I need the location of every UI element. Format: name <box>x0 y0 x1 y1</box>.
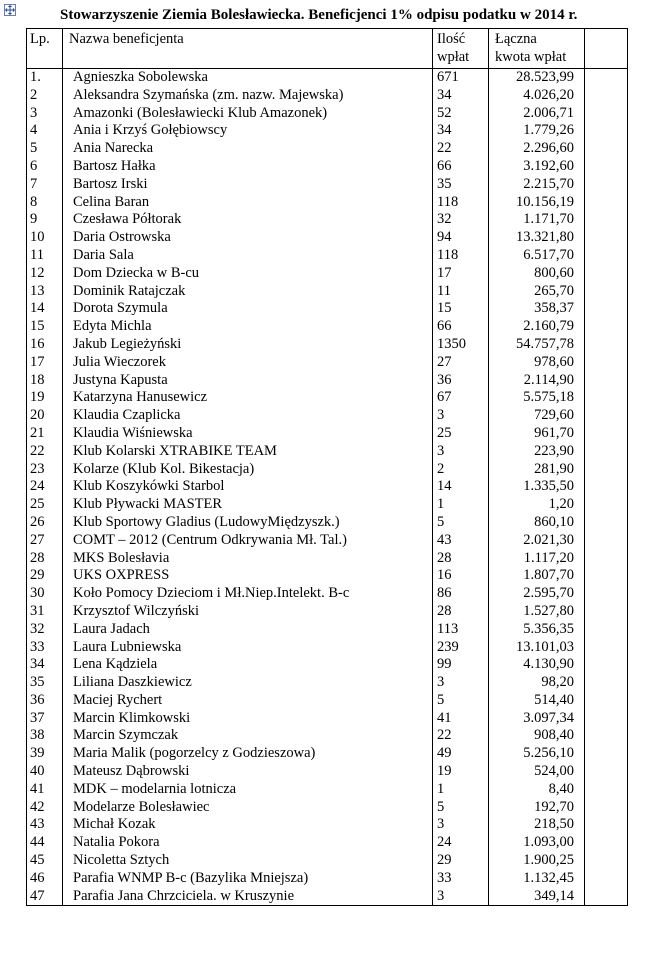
cell-name: Klaudia Czaplicka <box>63 407 433 425</box>
cell-name: MDK – modelarnia lotnicza <box>63 781 433 799</box>
cell-name: Dominik Ratajczak <box>63 283 433 301</box>
cell-name: Jakub Legieżyński <box>63 336 433 354</box>
cell-amount: 13.101,03 <box>489 639 585 657</box>
cell-name: Dom Dziecka w B-cu <box>63 265 433 283</box>
cell-count: 14 <box>433 478 489 496</box>
cell-extra <box>585 478 628 496</box>
cell-name: Bartosz Irski <box>63 176 433 194</box>
cell-lp: 41 <box>27 781 63 799</box>
table-row <box>27 567 628 585</box>
header-extra <box>585 29 628 69</box>
cell-count: 22 <box>433 727 489 745</box>
cell-extra <box>585 407 628 425</box>
cell-count: 1 <box>433 496 489 514</box>
table-row <box>27 870 628 888</box>
table-row <box>27 888 628 906</box>
cell-count: 43 <box>433 532 489 550</box>
table-row <box>27 300 628 318</box>
cell-extra <box>585 87 628 105</box>
cell-lp: 22 <box>27 443 63 461</box>
cell-extra <box>585 603 628 621</box>
cell-amount: 908,40 <box>489 727 585 745</box>
cell-lp: 32 <box>27 621 63 639</box>
cell-name: Edyta Michla <box>63 318 433 336</box>
cell-lp: 7 <box>27 176 63 194</box>
cell-count: 33 <box>433 870 489 888</box>
cell-amount: 961,70 <box>489 425 585 443</box>
cell-lp: 21 <box>27 425 63 443</box>
cell-name: COMT – 2012 (Centrum Odkrywania Mł. Tal.) <box>63 532 433 550</box>
table-row <box>27 443 628 461</box>
cell-count: 3 <box>433 407 489 425</box>
cell-lp: 42 <box>27 799 63 817</box>
header-count-line2: wpłat <box>437 49 470 65</box>
cell-count: 34 <box>433 122 489 140</box>
cell-extra <box>585 656 628 674</box>
cell-extra <box>585 585 628 603</box>
cell-extra <box>585 425 628 443</box>
cell-lp: 43 <box>27 816 63 834</box>
cell-extra <box>585 674 628 692</box>
table-row <box>27 283 628 301</box>
cell-name: Amazonki (Bolesławiecki Klub Amazonek) <box>63 105 433 123</box>
table-row <box>27 69 628 87</box>
cell-lp: 13 <box>27 283 63 301</box>
table-row <box>27 461 628 479</box>
header-amount <box>489 29 585 69</box>
cell-name: Agnieszka Sobolewska <box>63 69 433 87</box>
cell-lp: 44 <box>27 834 63 852</box>
cell-amount: 6.517,70 <box>489 247 585 265</box>
table-row <box>27 816 628 834</box>
table-row <box>27 799 628 817</box>
cell-lp: 40 <box>27 763 63 781</box>
header-count <box>433 29 489 69</box>
cell-name: Nicoletta Sztych <box>63 852 433 870</box>
cell-extra <box>585 781 628 799</box>
cell-lp: 19 <box>27 389 63 407</box>
cell-lp: 20 <box>27 407 63 425</box>
cell-count: 49 <box>433 745 489 763</box>
cell-extra <box>585 265 628 283</box>
cell-count: 3 <box>433 888 489 906</box>
cell-extra <box>585 211 628 229</box>
cell-amount: 5.575,18 <box>489 389 585 407</box>
cell-lp: 37 <box>27 710 63 728</box>
cell-amount: 2.114,90 <box>489 372 585 390</box>
cell-count: 66 <box>433 318 489 336</box>
table-row <box>27 158 628 176</box>
cell-count: 67 <box>433 389 489 407</box>
cell-count: 29 <box>433 852 489 870</box>
cell-extra <box>585 194 628 212</box>
cell-count: 15 <box>433 300 489 318</box>
cell-name: Klaudia Wiśniewska <box>63 425 433 443</box>
cell-lp: 33 <box>27 639 63 657</box>
cell-lp: 24 <box>27 478 63 496</box>
cell-extra <box>585 888 628 906</box>
cell-amount: 13.321,80 <box>489 229 585 247</box>
table-row <box>27 318 628 336</box>
cell-name: Parafia WNMP B-c (Bazylika Mniejsza) <box>63 870 433 888</box>
cell-extra <box>585 318 628 336</box>
table-row <box>27 265 628 283</box>
cell-name: Bartosz Hałka <box>63 158 433 176</box>
cell-amount: 5.356,35 <box>489 621 585 639</box>
cell-name: Liliana Daszkiewicz <box>63 674 433 692</box>
cell-extra <box>585 140 628 158</box>
cell-count: 3 <box>433 443 489 461</box>
cell-amount: 4.130,90 <box>489 656 585 674</box>
cell-amount: 1.779,26 <box>489 122 585 140</box>
cell-extra <box>585 816 628 834</box>
table-row <box>27 229 628 247</box>
cell-extra <box>585 852 628 870</box>
cell-lp: 36 <box>27 692 63 710</box>
cell-amount: 3.192,60 <box>489 158 585 176</box>
table-row <box>27 532 628 550</box>
cell-name: Klub Kolarski XTRABIKE TEAM <box>63 443 433 461</box>
table-row <box>27 550 628 568</box>
cell-lp: 46 <box>27 870 63 888</box>
cell-count: 671 <box>433 69 489 87</box>
cell-amount: 2.006,71 <box>489 105 585 123</box>
cell-count: 239 <box>433 639 489 657</box>
header-count-line1: Ilość <box>437 31 466 47</box>
cell-name: Natalia Pokora <box>63 834 433 852</box>
cell-extra <box>585 799 628 817</box>
cell-amount: 1.093,00 <box>489 834 585 852</box>
cell-lp: 31 <box>27 603 63 621</box>
beneficiaries-table <box>26 28 628 906</box>
cell-amount: 3.097,34 <box>489 710 585 728</box>
table-row <box>27 140 628 158</box>
cell-amount: 2.296,60 <box>489 140 585 158</box>
cell-extra <box>585 567 628 585</box>
table-row <box>27 425 628 443</box>
cell-extra <box>585 763 628 781</box>
cell-extra <box>585 745 628 763</box>
cell-amount: 2.160,79 <box>489 318 585 336</box>
cell-extra <box>585 496 628 514</box>
cell-amount: 1,20 <box>489 496 585 514</box>
cell-amount: 8,40 <box>489 781 585 799</box>
cell-count: 35 <box>433 176 489 194</box>
cell-amount: 5.256,10 <box>489 745 585 763</box>
cell-amount: 10.156,19 <box>489 194 585 212</box>
table-row <box>27 478 628 496</box>
cell-count: 52 <box>433 105 489 123</box>
table-row <box>27 389 628 407</box>
table-row <box>27 194 628 212</box>
header-amount-line1: Łączna <box>495 31 537 47</box>
cell-lp: 2 <box>27 87 63 105</box>
table-row <box>27 674 628 692</box>
cell-extra <box>585 69 628 87</box>
cell-extra <box>585 105 628 123</box>
cell-name: Dorota Szymula <box>63 300 433 318</box>
cell-name: Klub Pływacki MASTER <box>63 496 433 514</box>
cell-count: 1350 <box>433 336 489 354</box>
cell-name: Modelarze Bolesławiec <box>63 799 433 817</box>
cell-name: Klub Sportowy Gladius (LudowyMiędzyszk.) <box>63 514 433 532</box>
cell-count: 41 <box>433 710 489 728</box>
cell-name: Marcin Klimkowski <box>63 710 433 728</box>
cell-count: 32 <box>433 211 489 229</box>
cell-amount: 265,70 <box>489 283 585 301</box>
table-row <box>27 710 628 728</box>
cell-lp: 14 <box>27 300 63 318</box>
cell-extra <box>585 122 628 140</box>
table-row <box>27 852 628 870</box>
cell-name: Ania Narecka <box>63 140 433 158</box>
table-row <box>27 639 628 657</box>
cell-name: Kolarze (Klub Kol. Bikestacja) <box>63 461 433 479</box>
cell-lp: 45 <box>27 852 63 870</box>
cell-name: Maria Malik (pogorzelcy z Godzieszowa) <box>63 745 433 763</box>
cell-lp: 28 <box>27 550 63 568</box>
cell-name: Laura Jadach <box>63 621 433 639</box>
cell-count: 1 <box>433 781 489 799</box>
table-row <box>27 585 628 603</box>
cell-name: Mateusz Dąbrowski <box>63 763 433 781</box>
table-header-row <box>27 29 628 69</box>
cell-lp: 1. <box>27 69 63 87</box>
cell-count: 27 <box>433 354 489 372</box>
document-title: Stowarzyszenie Ziemia Bolesławiecka. Beneficjenci 1% odpisu podatku w 2014 r. <box>60 7 578 23</box>
cell-count: 94 <box>433 229 489 247</box>
cell-extra <box>585 870 628 888</box>
cell-lp: 38 <box>27 727 63 745</box>
header-lp: Lp. <box>27 29 63 69</box>
table-row <box>27 603 628 621</box>
cell-amount: 1.335,50 <box>489 478 585 496</box>
cell-lp: 39 <box>27 745 63 763</box>
cell-amount: 800,60 <box>489 265 585 283</box>
cell-amount: 729,60 <box>489 407 585 425</box>
cell-lp: 25 <box>27 496 63 514</box>
cell-lp: 8 <box>27 194 63 212</box>
table-row <box>27 354 628 372</box>
cell-lp: 4 <box>27 122 63 140</box>
cell-count: 2 <box>433 461 489 479</box>
cell-name: Ania i Krzyś Gołębiowscy <box>63 122 433 140</box>
cell-name: UKS OXPRESS <box>63 567 433 585</box>
table-row <box>27 621 628 639</box>
cell-amount: 223,90 <box>489 443 585 461</box>
cell-count: 99 <box>433 656 489 674</box>
cell-name: MKS Bolesłavia <box>63 550 433 568</box>
cell-extra <box>585 710 628 728</box>
cell-amount: 349,14 <box>489 888 585 906</box>
table-row <box>27 372 628 390</box>
cell-lp: 30 <box>27 585 63 603</box>
cell-amount: 978,60 <box>489 354 585 372</box>
cell-amount: 4.026,20 <box>489 87 585 105</box>
cell-count: 3 <box>433 816 489 834</box>
cell-extra <box>585 692 628 710</box>
table-row <box>27 763 628 781</box>
cell-lp: 29 <box>27 567 63 585</box>
cell-name: Katarzyna Hanusewicz <box>63 389 433 407</box>
cell-extra <box>585 229 628 247</box>
cell-name: Julia Wieczorek <box>63 354 433 372</box>
cell-extra <box>585 727 628 745</box>
cell-name: Laura Lubniewska <box>63 639 433 657</box>
cell-extra <box>585 176 628 194</box>
cell-name: Michał Kozak <box>63 816 433 834</box>
cell-amount: 1.117,20 <box>489 550 585 568</box>
cell-lp: 26 <box>27 514 63 532</box>
cell-lp: 34 <box>27 656 63 674</box>
cell-name: Czesława Półtorak <box>63 211 433 229</box>
cell-amount: 1.132,45 <box>489 870 585 888</box>
table-row <box>27 105 628 123</box>
cell-amount: 2.595,70 <box>489 585 585 603</box>
cell-extra <box>585 514 628 532</box>
table-row <box>27 656 628 674</box>
cell-amount: 1.527,80 <box>489 603 585 621</box>
table-row <box>27 247 628 265</box>
cell-count: 5 <box>433 692 489 710</box>
cell-extra <box>585 336 628 354</box>
cell-amount: 28.523,99 <box>489 69 585 87</box>
cell-count: 17 <box>433 265 489 283</box>
cell-extra <box>585 443 628 461</box>
cell-lp: 17 <box>27 354 63 372</box>
cell-amount: 218,50 <box>489 816 585 834</box>
cell-extra <box>585 300 628 318</box>
cell-lp: 6 <box>27 158 63 176</box>
table-row <box>27 211 628 229</box>
cell-extra <box>585 247 628 265</box>
cell-extra <box>585 389 628 407</box>
cell-count: 24 <box>433 834 489 852</box>
table-row <box>27 407 628 425</box>
table-move-handle-icon[interactable] <box>4 4 16 16</box>
table-row <box>27 727 628 745</box>
cell-lp: 3 <box>27 105 63 123</box>
cell-extra <box>585 283 628 301</box>
cell-amount: 1.807,70 <box>489 567 585 585</box>
cell-lp: 11 <box>27 247 63 265</box>
cell-count: 28 <box>433 550 489 568</box>
cell-count: 86 <box>433 585 489 603</box>
cell-amount: 1.900,25 <box>489 852 585 870</box>
cell-amount: 98,20 <box>489 674 585 692</box>
cell-lp: 15 <box>27 318 63 336</box>
cell-lp: 23 <box>27 461 63 479</box>
cell-name: Aleksandra Szymańska (zm. nazw. Majewska) <box>63 87 433 105</box>
cell-extra <box>585 532 628 550</box>
cell-amount: 54.757,78 <box>489 336 585 354</box>
cell-count: 113 <box>433 621 489 639</box>
table-row <box>27 87 628 105</box>
cell-count: 16 <box>433 567 489 585</box>
cell-name: Daria Ostrowska <box>63 229 433 247</box>
cell-count: 34 <box>433 87 489 105</box>
cell-name: Celina Baran <box>63 194 433 212</box>
cell-name: Parafia Jana Chrzciciela. w Kruszynie <box>63 888 433 906</box>
cell-count: 66 <box>433 158 489 176</box>
cell-count: 28 <box>433 603 489 621</box>
cell-count: 22 <box>433 140 489 158</box>
cell-lp: 27 <box>27 532 63 550</box>
cell-lp: 9 <box>27 211 63 229</box>
cell-lp: 10 <box>27 229 63 247</box>
cell-extra <box>585 372 628 390</box>
cell-amount: 192,70 <box>489 799 585 817</box>
cell-amount: 1.171,70 <box>489 211 585 229</box>
cell-count: 19 <box>433 763 489 781</box>
cell-lp: 18 <box>27 372 63 390</box>
cell-amount: 2.215,70 <box>489 176 585 194</box>
cell-amount: 358,37 <box>489 300 585 318</box>
cell-extra <box>585 639 628 657</box>
cell-count: 11 <box>433 283 489 301</box>
cell-amount: 514,40 <box>489 692 585 710</box>
table-row <box>27 514 628 532</box>
table-row <box>27 122 628 140</box>
cell-name: Koło Pomocy Dzieciom i Mł.Niep.Intelekt. B-c <box>63 585 433 603</box>
cell-count: 3 <box>433 674 489 692</box>
header-amount-line2: kwota wpłat <box>495 49 567 65</box>
table-row <box>27 745 628 763</box>
cell-amount: 281,90 <box>489 461 585 479</box>
cell-extra <box>585 354 628 372</box>
cell-count: 5 <box>433 514 489 532</box>
cell-extra <box>585 621 628 639</box>
cell-name: Klub Koszykówki Starbol <box>63 478 433 496</box>
table-row <box>27 176 628 194</box>
table-row <box>27 781 628 799</box>
cell-name: Marcin Szymczak <box>63 727 433 745</box>
cell-lp: 12 <box>27 265 63 283</box>
cell-amount: 860,10 <box>489 514 585 532</box>
cell-amount: 2.021,30 <box>489 532 585 550</box>
cell-amount: 524,00 <box>489 763 585 781</box>
cell-count: 118 <box>433 247 489 265</box>
cell-count: 25 <box>433 425 489 443</box>
cell-lp: 5 <box>27 140 63 158</box>
cell-name: Justyna Kapusta <box>63 372 433 390</box>
cell-extra <box>585 461 628 479</box>
cell-lp: 35 <box>27 674 63 692</box>
cell-count: 5 <box>433 799 489 817</box>
cell-count: 36 <box>433 372 489 390</box>
cell-lp: 47 <box>27 888 63 906</box>
cell-name: Daria Sala <box>63 247 433 265</box>
cell-count: 118 <box>433 194 489 212</box>
cell-extra <box>585 834 628 852</box>
cell-name: Lena Kądziela <box>63 656 433 674</box>
cell-lp: 16 <box>27 336 63 354</box>
cell-name: Maciej Rychert <box>63 692 433 710</box>
table-row <box>27 336 628 354</box>
header-name: Nazwa beneficjenta <box>63 29 433 69</box>
table-row <box>27 692 628 710</box>
cell-extra <box>585 158 628 176</box>
cell-name: Krzysztof Wilczyński <box>63 603 433 621</box>
cell-extra <box>585 550 628 568</box>
table-row <box>27 496 628 514</box>
table-row <box>27 834 628 852</box>
